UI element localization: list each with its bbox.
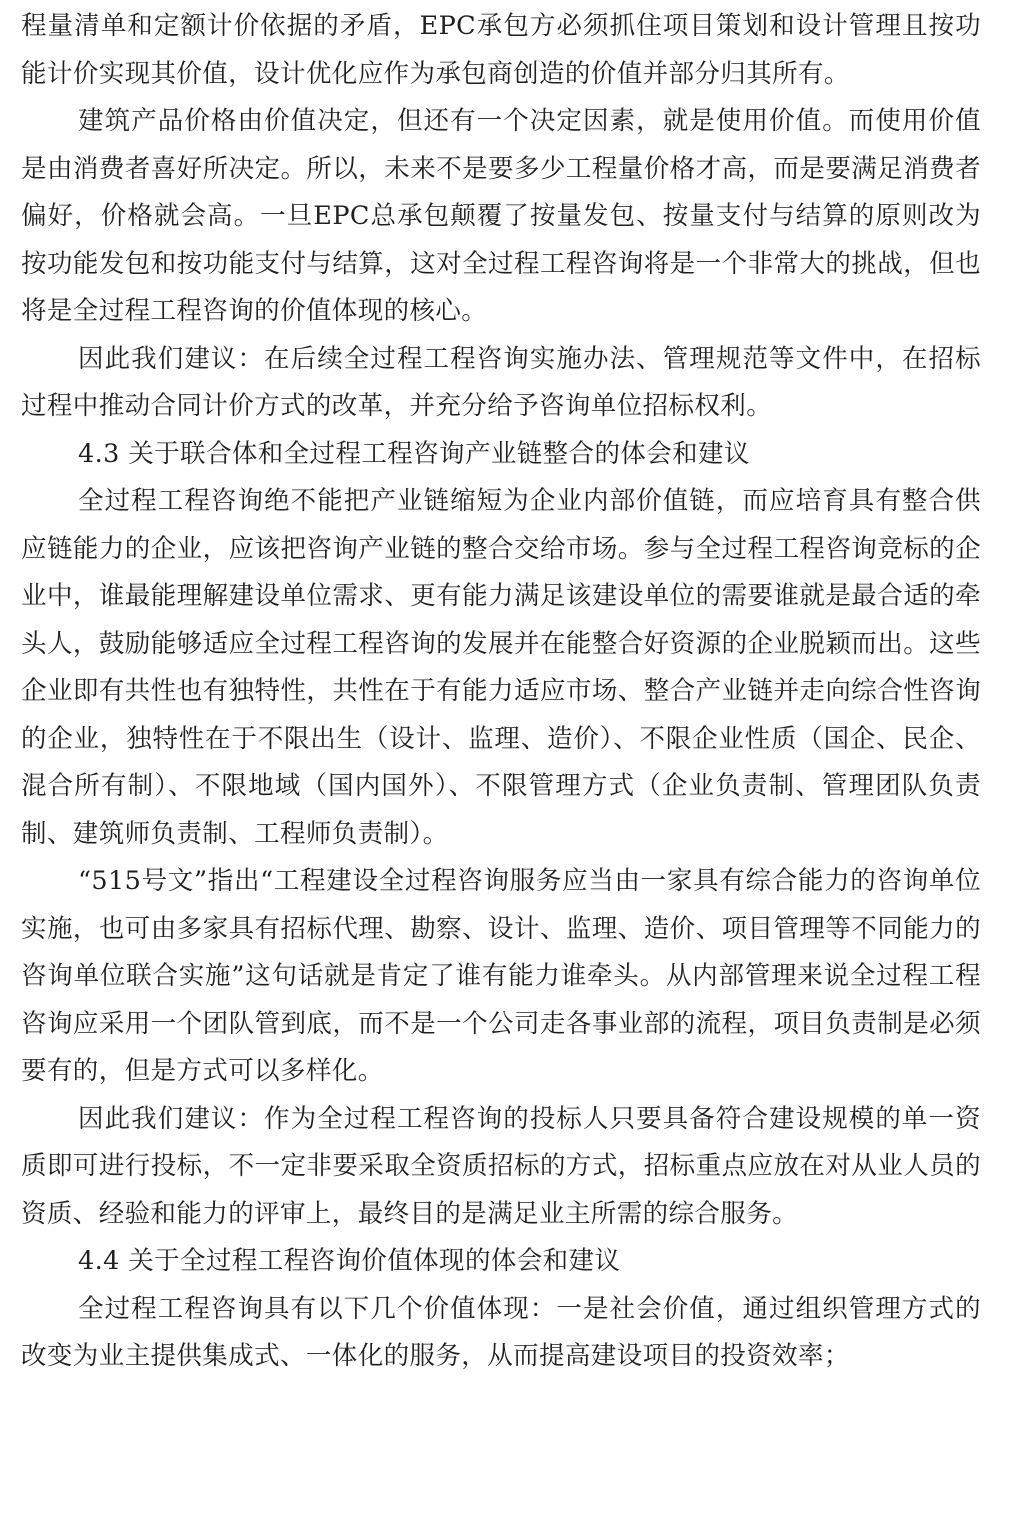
section-heading-4-4: 4.4 关于全过程工程咨询价值体现的体会和建议	[78, 1246, 621, 1276]
paragraph-industry-chain: 全过程工程咨询绝不能把产业链缩短为企业内部价值链，而应培育具有整合供应链能力的企业，应该把咨询产业链的整合交给市场。参与全过程工程咨询竞标的企业中，谁最能理解建设单位需求、更有能力满足该建设单位的需要谁就是最合适的牵头人，鼓励能够适应全过程工程咨询的发展并在能整合好资源的企业脱颖而出。这些企业即有共性也有独特性，共性在于有能力适应市场、整合产业链并走向综合性咨询的企业，独特性在于不限出生（设计、监理、造价）、不限企业性质（国企、民企、混合所有制）、不限地域（国内国外）、不限管理方式（企业负责制、管理团队负责制、建筑师负责制、工程师负责制）。	[21, 486, 981, 849]
paragraph-use-value: 建筑产品价格由价值决定，但还有一个决定因素，就是使用价值。而使用价值是由消费者喜好所决定。所以，未来不是要多少工程量价格才高，而是要满足消费者偏好，价格就会高。一旦EPC总承包颠覆了按量发包、按量支付与结算的原则改为按功能发包和按功能支付与结算，这对全过程工程咨询将是一个非常大的挑战，但也将是全过程工程咨询的价值体现的核心。	[21, 106, 981, 326]
paragraph-value-reflection: 全过程工程咨询具有以下几个价值体现：一是社会价值，通过组织管理方式的改变为业主提供集成式、一体化的服务，从而提高建设项目的投资效率；	[21, 1293, 981, 1371]
paragraph-continuation: 程量清单和定额计价依据的矛盾，EPC承包方必须抓住项目策划和设计管理且按功能计价实现其价值，设计优化应作为承包商创造的价值并部分归其所有。	[21, 11, 981, 89]
document-page	[21, 3, 981, 1381]
paragraph-recommendation-1: 因此我们建议：在后续全过程工程咨询实施办法、管理规范等文件中，在招标过程中推动合同计价方式的改革，并充分给予咨询单位招标权利。	[21, 343, 981, 421]
paragraph-document-515: “515号文”指出“工程建设全过程咨询服务应当由一家具有综合能力的咨询单位实施，也可由多家具有招标代理、勘察、设计、监理、造价、项目管理等不同能力的咨询单位联合实施”这句话就是肯定了谁有能力谁牵头。从内部管理来说全过程工程咨询应采用一个团队管到底，而不是一个公司走各事业部的流程，项目负责制是必须要有的，但是方式可以多样化。	[21, 866, 981, 1086]
section-heading-4-3: 4.3 关于联合体和全过程工程咨询产业链整合的体会和建议	[78, 438, 750, 469]
paragraph-recommendation-2: 因此我们建议：作为全过程工程咨询的投标人只要具备符合建设规模的单一资质即可进行投标，不一定非要采取全资质招标的方式，招标重点应放在对从业人员的资质、经验和能力的评审上，最终目的是满足业主所需的综合服务。	[21, 1103, 981, 1229]
